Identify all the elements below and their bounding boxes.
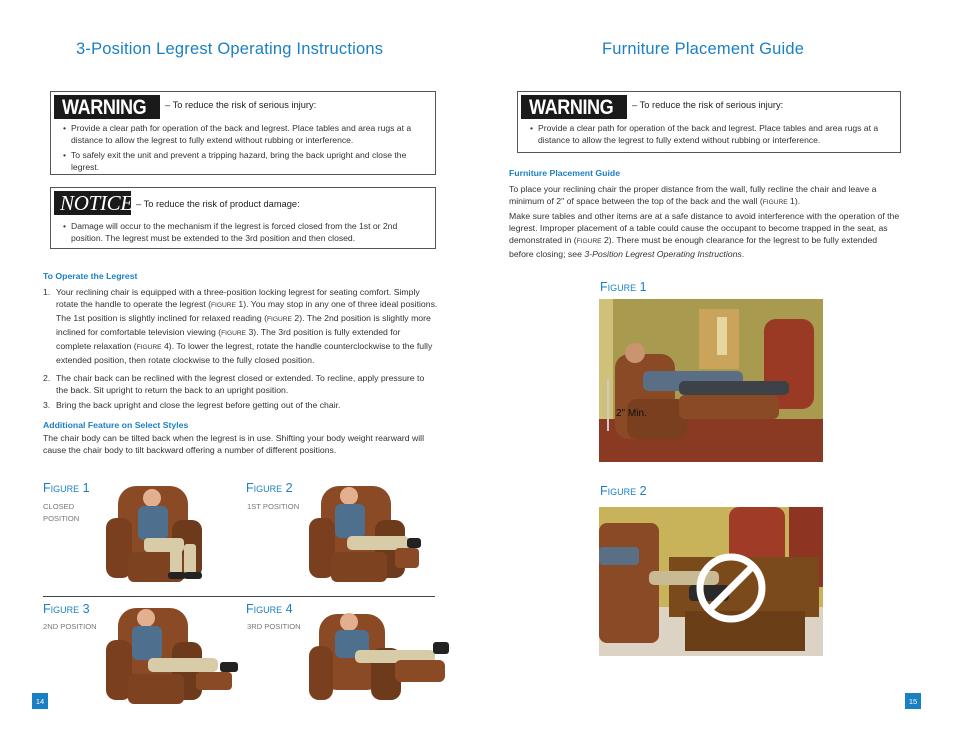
figure-4-chair-image — [305, 600, 455, 710]
right-page-title: Furniture Placement Guide — [602, 40, 805, 58]
figure-1-caption: CLOSED POSITION — [43, 502, 80, 523]
figure-1-chair-image — [100, 478, 220, 590]
page-number-left: 14 — [32, 693, 48, 709]
warning-box-right — [517, 91, 901, 153]
figure-4-caption: 3RD POSITION — [247, 622, 301, 631]
warning-bullet: • To safely exit the unit and prevent a tripping hazard, bring the back upright and close the legrest. — [63, 150, 407, 172]
notice-lead-text: – To reduce the risk of product damage: — [136, 199, 300, 209]
notice-bullet: • Damage will occur to the mechanism if the legrest is forced closed from the 1st or 2nd position. The legrest must be extended to the 3rd position and then closed. — [63, 221, 398, 243]
figure-3-caption: 2ND POSITION — [43, 622, 97, 631]
figure-divider — [43, 596, 435, 597]
warning-label: WARNING — [529, 95, 614, 119]
notice-badge — [54, 191, 131, 215]
step-1: 1. Your reclining chair is equipped with a three-position locking legrest for seating comfort. Simply rotate the handle to operate the legrest (FIGURE 1). You may stop in any one of three ideal positions. The 1st position is slightly inclined for relaxed reading (FIGURE 2). The 2nd position is slightly more inclined for comfortable television viewing (FIGURE 3). The 3rd position is fully extended for complete relaxation (FIGURE 4). To lower the legrest, rotate the handle counterclockwise to the fully extended position, then rotate clockwise to the fully closed position. — [43, 287, 438, 366]
warning-label: WARNING — [62, 95, 147, 119]
page-number-right: 15 — [905, 693, 921, 709]
figure-1-label: Figure 1 — [43, 481, 90, 495]
warning-bullet: • Provide a clear path for operation of the back and legrest. Place tables and area rugs at a distance to allow the legrest to fully extend without rubbing or interference. — [530, 123, 879, 145]
guide-paragraph-2: Make sure tables and other items are at a safe distance to avoid interference with the operation of the legrest. Improper placement of a table could cause the occupant to become trapped in the seat, as demonstrated in (FIGURE 2). There must be enough clearance for the legrest to be fully extended before closing; see 3-Position Legrest Operating Instructions. — [509, 211, 900, 260]
right-figure-2-label: Figure 2 — [600, 484, 647, 498]
figure-2-label: Figure 2 — [246, 481, 293, 495]
guide-paragraph-1: To place your reclining chair the proper distance from the wall, fully recline the chair and leave a minimum of 2" of space between the top of the back and the wall (FIGURE 1). — [509, 184, 877, 207]
figure-3-label: Figure 3 — [43, 602, 90, 616]
right-figure-2-photo — [599, 507, 823, 656]
warning-lead-text: – To reduce the risk of serious injury: — [632, 100, 784, 110]
warning-bullet: • Provide a clear path for operation of the back and legrest. Place tables and area rugs at a distance to allow the legrest to fully extend without rubbing or interference. — [63, 123, 412, 145]
warning-badge — [54, 95, 160, 119]
right-figure-1-label: Figure 1 — [600, 280, 647, 294]
figure-2-chair-image — [303, 478, 433, 590]
figure-4-label: Figure 4 — [246, 602, 293, 616]
warning-badge — [521, 95, 627, 119]
additional-text: The chair body can be tilted back when the legrest is in use. Shifting your body weight rearward will cause the chair body to tilt backward offering a number of different positions. — [43, 433, 425, 456]
operate-heading: To Operate the Legrest — [43, 271, 138, 281]
warning-lead-text: – To reduce the risk of serious injury: — [165, 100, 317, 110]
notice-label: NOTICE — [60, 190, 133, 215]
step-2: 2. The chair back can be reclined with the legrest closed or extended. To recline, apply pressure to the back. Sit upright to return the back to an upright position. — [43, 373, 425, 396]
prohibited-icon — [695, 552, 767, 624]
left-page-title: 3-Position Legrest Operating Instructions — [76, 40, 384, 58]
step-3: 3. Bring the back upright and close the legrest before getting out of the chair. — [43, 400, 341, 410]
minimum-distance-annotation: 2" Min. — [616, 408, 647, 419]
guide-heading: Furniture Placement Guide — [509, 168, 621, 178]
warning-box-left — [50, 91, 436, 175]
figure-3-chair-image — [100, 600, 250, 710]
figure-2-caption: 1ST POSITION — [247, 502, 300, 511]
right-figure-1-photo — [599, 299, 823, 462]
additional-heading: Additional Feature on Select Styles — [43, 420, 189, 430]
notice-box — [50, 187, 436, 249]
